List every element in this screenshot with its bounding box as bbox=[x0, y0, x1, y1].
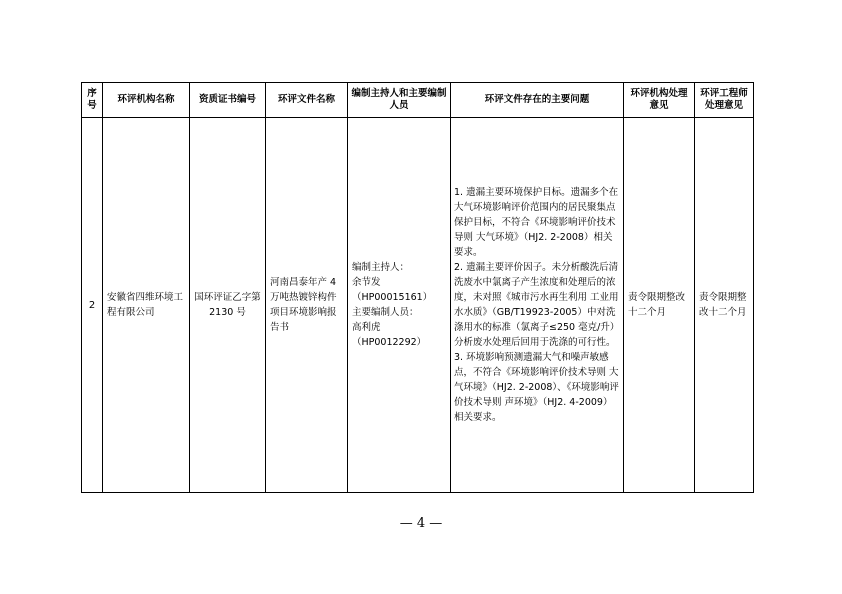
header-agency-opinion: 环评机构处理意见 bbox=[624, 83, 695, 118]
table-header-row bbox=[82, 83, 754, 118]
row-engineer-opinion: 责令限期整改十二个月 bbox=[695, 118, 754, 493]
persons-main-name: 高利虎（HP0012292） bbox=[352, 322, 427, 348]
violation-table bbox=[81, 82, 754, 493]
header-persons: 编制主持人和主要编制人员 bbox=[348, 83, 451, 118]
header-certificate: 资质证书编号 bbox=[190, 83, 266, 118]
header-document: 环评文件名称 bbox=[266, 83, 348, 118]
row-agency-opinion: 责令限期整改十二个月 bbox=[624, 118, 695, 493]
header-engineer-opinion: 环评工程师处理意见 bbox=[695, 83, 754, 118]
issue-item-2: 2. 遗漏主要评价因子。未分析酸洗后清洗废水中氯离子产生浓度和处理后的浓度，未对照《城市污水再生利用 工业用水水质》（GB/T19923-2005）中对洗涤用水的标准（氯离子≤250 毫克/升）分析废水处理后回用于洗涤的可行性。 bbox=[454, 262, 620, 348]
page-number: — 4 — bbox=[399, 516, 443, 531]
row-certificate: 国环评证乙字第 2130 号 bbox=[190, 118, 266, 493]
row-persons bbox=[348, 118, 451, 493]
persons-host-name: 余节发（HP00015161） bbox=[352, 277, 433, 303]
header-issues: 环评文件存在的主要问题 bbox=[451, 83, 624, 118]
issue-item-1: 1. 遗漏主要环境保护目标。遗漏多个在大气环境影响评价范围内的居民聚集点保护目标，不符合《环境影响评价技术导则 大气环境》（HJ2. 2-2008）相关要求。 bbox=[454, 187, 619, 258]
table-row bbox=[82, 118, 754, 493]
row-document: 河南昌泰年产 4 万吨热镀锌构件项目环境影响报告书 bbox=[266, 118, 348, 493]
header-agency: 环评机构名称 bbox=[103, 83, 190, 118]
row-index: 2 bbox=[82, 118, 103, 493]
persons-main-label: 主要编制人员： bbox=[352, 307, 419, 318]
issue-item-3: 3. 环境影响预测遗漏大气和噪声敏感点，不符合《环境影响评价技术导则 大气环境》（HJ2. 2-2008）、《环境影响评价技术导则 声环境》（HJ2. 4-2009）相关要求。 bbox=[454, 352, 619, 423]
persons-host-label: 编制主持人： bbox=[352, 262, 410, 273]
header-index: 序号 bbox=[82, 83, 103, 118]
row-agency: 安徽省四维环境工程有限公司 bbox=[103, 118, 190, 493]
row-issues bbox=[451, 118, 624, 493]
